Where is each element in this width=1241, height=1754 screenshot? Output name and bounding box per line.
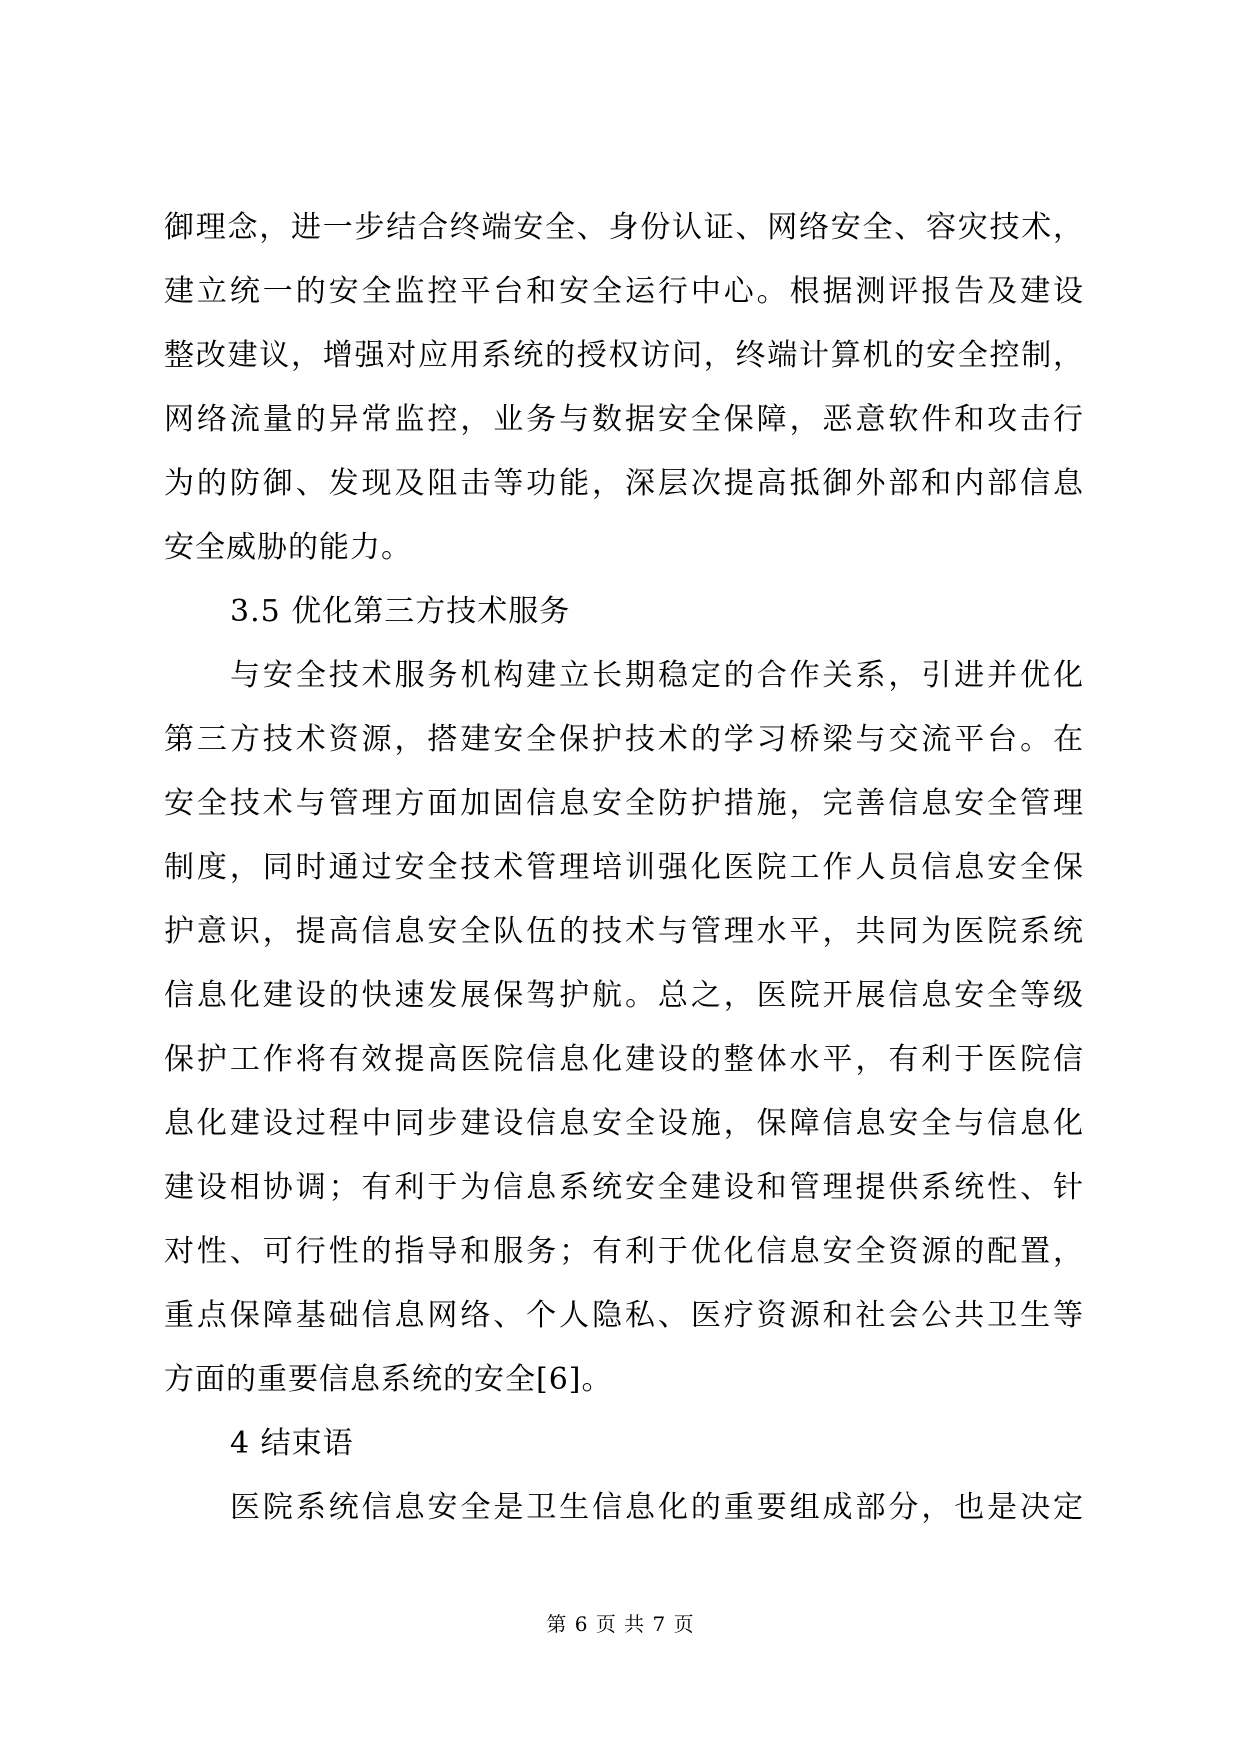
paragraph-line: 信息化建设的快速发展保驾护航。总之，医院开展信息安全等级	[164, 978, 1084, 1013]
paragraph-line: 第三方技术资源，搭建安全保护技术的学习桥梁与交流平台。在	[164, 722, 1084, 757]
paragraph-line: 护意识，提高信息安全队伍的技术与管理水平，共同为医院系统	[164, 914, 1084, 949]
paragraph-line: 御理念，进一步结合终端安全、身份认证、网络安全、容灾技术，	[164, 210, 1084, 245]
paragraph-line: 息化建设过程中同步建设信息安全设施，保障信息安全与信息化	[164, 1106, 1084, 1141]
paragraph-line: 建立统一的安全监控平台和安全运行中心。根据测评报告及建设	[164, 274, 1084, 309]
paragraph-line: 重点保障基础信息网络、个人隐私、医疗资源和社会公共卫生等	[164, 1298, 1084, 1333]
paragraph-line: 网络流量的异常监控，业务与数据安全保障，恶意软件和攻击行	[164, 402, 1084, 437]
paragraph-line: 建设相协调；有利于为信息系统安全建设和管理提供系统性、针	[164, 1170, 1084, 1205]
paragraph-line: 对性、可行性的指导和服务；有利于优化信息安全资源的配置，	[164, 1234, 1084, 1269]
paragraph-line: 医院系统信息安全是卫生信息化的重要组成部分，也是决定	[230, 1490, 1084, 1525]
paragraph-line: 为的防御、发现及阻击等功能，深层次提高抵御外部和内部信息	[164, 466, 1084, 501]
section-heading: 4 结束语	[230, 1426, 354, 1461]
section-heading: 3.5 优化第三方技术服务	[230, 594, 571, 629]
paragraph-line: 制度，同时通过安全技术管理培训强化医院工作人员信息安全保	[164, 850, 1084, 885]
paragraph-line: 整改建议，增强对应用系统的授权访问，终端计算机的安全控制，	[164, 338, 1084, 373]
page-number-footer: 第 6 页 共 7 页	[546, 1612, 695, 1636]
paragraph-line: 方面的重要信息系统的安全[6]。	[164, 1362, 613, 1397]
paragraph-line: 安全技术与管理方面加固信息安全防护措施，完善信息安全管理	[164, 786, 1084, 821]
body-text	[164, 196, 1084, 1540]
paragraph-line: 安全威胁的能力。	[164, 530, 412, 565]
paragraph-line: 保护工作将有效提高医院信息化建设的整体水平，有利于医院信	[164, 1042, 1084, 1077]
paragraph-line: 与安全技术服务机构建立长期稳定的合作关系，引进并优化	[230, 658, 1084, 693]
